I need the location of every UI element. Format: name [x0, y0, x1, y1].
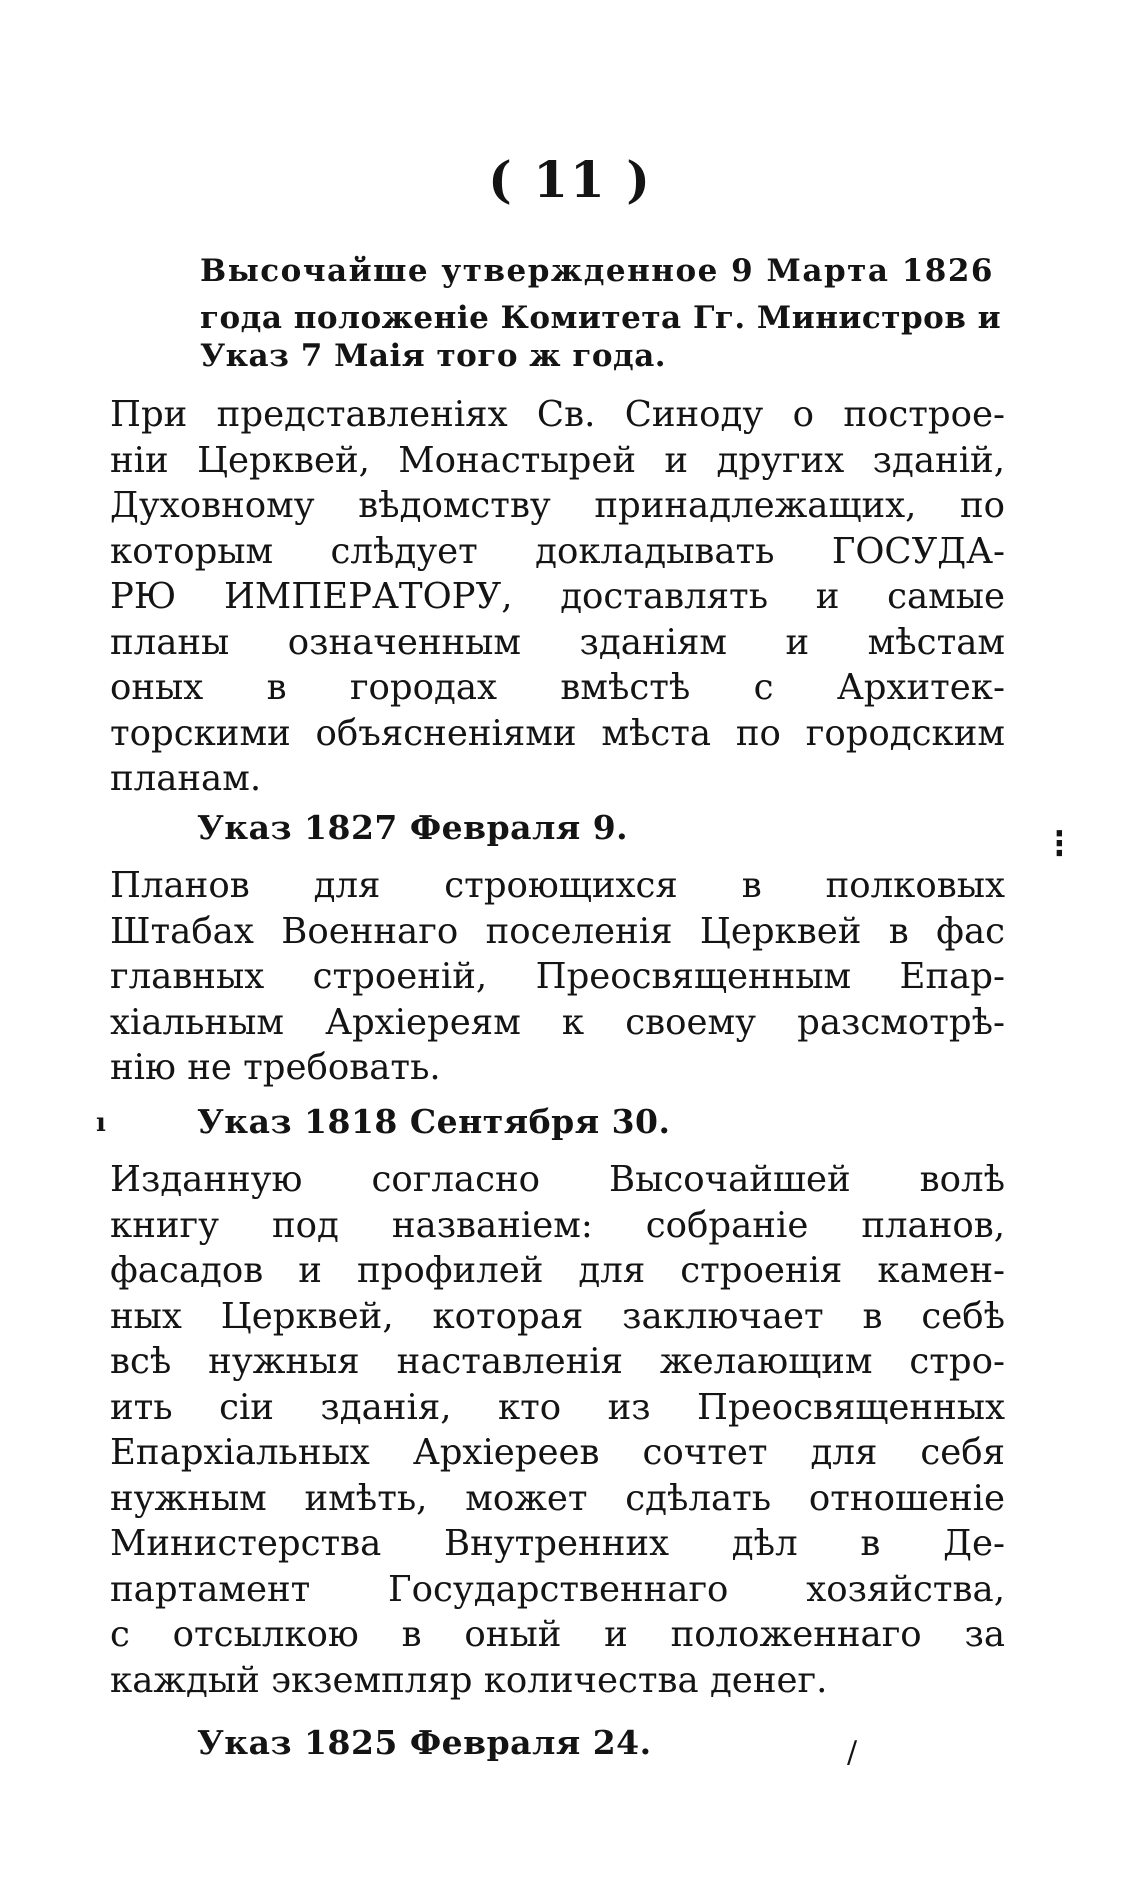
text-line: Планов для строющихся в полковых	[110, 865, 1005, 906]
ink-speck: ⁝	[1053, 820, 1066, 867]
decree-citation-3: Указ 1825 Февраля 24.	[197, 1723, 652, 1762]
text-line: Духовному вѣдомству принадлежащих, по	[110, 485, 1005, 526]
paragraph-3	[110, 1157, 1005, 1703]
text-line: При представленіях Св. Синоду о построе-	[110, 394, 1005, 435]
text-line: которым слѣдует докладывать ГОСУДА-	[110, 530, 1005, 572]
text-line: нужным имѣть, может сдѣлать отношеніе	[110, 1477, 1005, 1519]
heading-line-1: Высочайше утвержденное 9 Марта 1826	[200, 253, 994, 289]
text-line: ніи Церквей, Монастырей и других зданій,	[110, 439, 1005, 481]
text-line: каждый экземпляр количества денег.	[110, 1659, 828, 1701]
text-line: партамент Государственнаго хозяйства,	[110, 1568, 1005, 1610]
paragraph-2	[110, 863, 1005, 1091]
text-line: книгу под названіем: собраніе планов,	[110, 1204, 1005, 1246]
decree-citation-1: Указ 1827 Февраля 9.	[197, 808, 629, 847]
text-line: ных Церквей, которая заключает в себѣ	[110, 1295, 1005, 1337]
text-line: планам.	[110, 758, 262, 799]
text-line: ить сіи зданія, кто из Преосвященных	[110, 1386, 1005, 1428]
page-number: ( 11 )	[488, 150, 652, 209]
paragraph-1	[110, 392, 1005, 802]
text-line: РЮ ИМПЕРАТОРУ, доставлять и самые	[110, 576, 1005, 617]
text-line: оных в городах вмѣстѣ с Архитек-	[110, 667, 1005, 708]
text-line: Министерства Внутренних дѣл в Де-	[110, 1523, 1005, 1564]
heading-line-3: Указ 7 Маія того ж года.	[200, 338, 667, 374]
text-line: Штабах Военнаго поселенія Церквей в фас	[110, 910, 1005, 952]
text-line: фасадов и профилей для строенія камен-	[110, 1250, 1005, 1291]
decree-citation-2: Указ 1818 Сентября 30.	[197, 1102, 671, 1141]
text-line: торскими объясненіями мѣста по городским	[110, 712, 1005, 754]
text-line: главных строеній, Преосвященным Епар-	[110, 956, 1005, 997]
ink-speck: /	[847, 1735, 858, 1770]
text-line: хіальным Архіереям к своему разсмотрѣ-	[110, 1001, 1005, 1043]
text-line: нію не требовать.	[110, 1047, 441, 1088]
text-line: всѣ нужныя наставленія желающим стро-	[110, 1341, 1005, 1382]
text-line: Изданную согласно Высочайшей волѣ	[110, 1159, 1005, 1200]
text-line: с отсылкою в оный и положеннаго за	[110, 1614, 1005, 1655]
text-line: Епархіальных Архіереев сочтет для себя	[110, 1432, 1005, 1473]
heading-line-2: года положеніе Комитета Гг. Министров и	[200, 300, 1002, 336]
text-line: планы означенным зданіям и мѣстам	[110, 621, 1005, 663]
ink-speck: ı	[96, 1108, 106, 1138]
